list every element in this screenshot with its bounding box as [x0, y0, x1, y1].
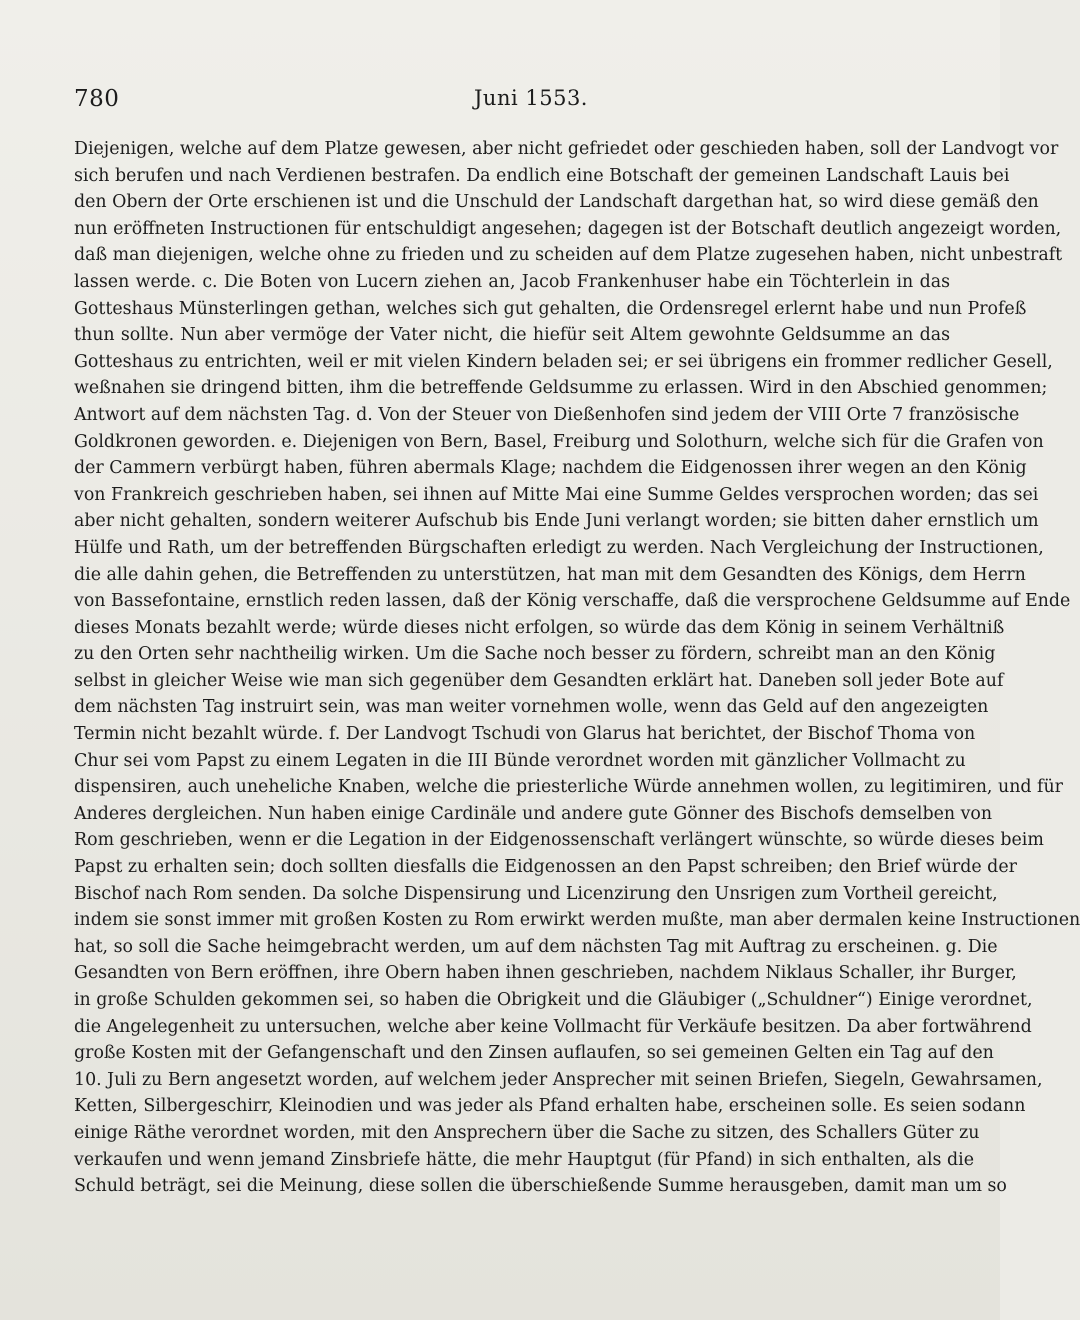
body-text	[74, 136, 1080, 1200]
text-line: selbst in gleicher Weise wie man sich gegenüber dem Gesandten erklärt hat. Daneben soll jeder Bote auf	[74, 670, 1004, 691]
text-line: in große Schulden gekommen sei, so haben die Obrigkeit und die Gläubiger („Schuldner“) Einige verordnet,	[74, 990, 1033, 1010]
running-head: Juni 1553.	[474, 86, 588, 110]
text-line: indem sie sonst immer mit großen Kosten zu Rom erwirkt werden mußte, man aber dermalen keine Instructionen	[74, 910, 1080, 931]
text-line: verkaufen und wenn jemand Zinsbriefe hätte, die mehr Hauptgut (für Pfand) in sich enthalten, als die	[74, 1149, 974, 1170]
text-line: nun eröffneten Instructionen für entschuldigt angesehen; dagegen ist der Botschaft deutlich angezeigt worden,	[74, 218, 1062, 239]
text-line: die Angelegenheit zu untersuchen, welche aber keine Vollmacht für Verkäufe besitzen. Da aber fortwährend	[74, 1016, 1032, 1037]
text-line: weßnahen sie dringend bitten, ihm die betreffende Geldsumme zu erlassen. Wird in den Abschied genommen;	[74, 378, 1048, 399]
text-line: lassen werde. c. Die Boten von Lucern ziehen an, Jacob Frankenhuser habe ein Töchterlein in das	[74, 271, 950, 292]
text-line: Gotteshaus zu entrichten, weil er mit vielen Kindern beladen sei; er sei übrigens ein frommer redlicher Gesell,	[74, 351, 1053, 372]
text-line: 10. Juli zu Bern angesetzt worden, auf welchem jeder Ansprecher mit seinen Briefen, Siegeln, Gewahrsamen,	[74, 1069, 1043, 1090]
text-line: Papst zu erhalten sein; doch sollten diesfalls die Eidgenossen an den Papst schreiben; den Brief würde der	[74, 857, 1017, 878]
text-line: sich berufen und nach Verdienen bestrafen. Da endlich eine Botschaft der gemeinen Landschaft Lauis bei	[74, 165, 1010, 186]
text-line: Termin nicht bezahlt würde. f. Der Landvogt Tschudi von Glarus hat berichtet, der Bischof Thoma von	[74, 724, 976, 745]
text-line: die alle dahin gehen, die Betreffenden zu unterstützen, hat man mit dem Gesandten des Königs, dem Herrn	[74, 564, 1026, 585]
text-line: Goldkronen geworden. e. Diejenigen von Bern, Basel, Freiburg und Solothurn, welche sich für die Grafen von	[74, 431, 1044, 452]
text-line: Chur sei vom Papst zu einem Legaten in die III Bünde verordnet worden mit gänzlicher Vollmacht zu	[74, 750, 966, 771]
text-line: Schuld beträgt, sei die Meinung, diese sollen die überschießende Summe herausgeben, damit man um so	[74, 1176, 1007, 1197]
text-line: der Cammern verbürgt haben, führen abermals Klage; nachdem die Eidgenossen ihrer wegen an den König	[74, 458, 1027, 479]
text-line: Hülfe und Rath, um der betreffenden Bürgschaften erledigt zu werden. Nach Vergleichung der Instructionen,	[74, 537, 1044, 558]
text-line: zu den Orten sehr nachtheilig wirken. Um die Sache noch besser zu fördern, schreibt man an den König	[74, 644, 996, 665]
text-line: daß man diejenigen, welche ohne zu frieden und zu scheiden auf dem Platze zugesehen haben, nicht unbestraft	[74, 245, 1063, 266]
text-line: Anderes dergleichen. Nun haben einige Cardinäle und andere gute Gönner des Bischofs demselben von	[74, 803, 993, 824]
text-line: Gotteshaus Münsterlingen gethan, welches sich gut gehalten, die Ordensregel erlernt habe und nun Profeß	[74, 298, 1027, 319]
text-line: einige Räthe verordnet worden, mit den Ansprechern über die Sache zu sitzen, des Schallers Güter zu	[74, 1122, 980, 1143]
text-line: hat, so soll die Sache heimgebracht werden, um auf dem nächsten Tag mit Auftrag zu erscheinen. g. Die	[74, 936, 998, 957]
text-line: Diejenigen, welche auf dem Platze gewesen, aber nicht gefriedet oder geschieden haben, soll der Landvogt vor	[74, 139, 1059, 159]
text-line: Bischof nach Rom senden. Da solche Dispensirung und Licenzirung den Unsrigen zum Vortheil gereicht,	[74, 883, 998, 904]
text-line: dem nächsten Tag instruirt sein, was man weiter vornehmen wolle, wenn das Geld auf den angezeigten	[74, 697, 989, 718]
text-line: Gesandten von Bern eröffnen, ihre Obern haben ihnen geschrieben, nachdem Niklaus Schaller, ihr Burger,	[74, 963, 1017, 984]
text-line: von Bassefontaine, ernstlich reden lassen, daß der König verschaffe, daß die versprochene Geldsumme auf Ende	[74, 591, 1071, 612]
text-line: dispensiren, auch uneheliche Knaben, welche die priesterliche Würde annehmen wollen, zu legitimiren, und für	[74, 777, 1063, 798]
text-line: von Frankreich geschrieben haben, sei ihnen auf Mitte Mai eine Summe Geldes versprochen worden; das sei	[74, 484, 1039, 505]
page-number: 780	[74, 86, 120, 112]
text-line: aber nicht gehalten, sondern weiterer Aufschub bis Ende Juni verlangt worden; sie bitten daher ernstlich um	[74, 511, 1039, 532]
text-line: Antwort auf dem nächsten Tag. d. Von der Steuer von Dießenhofen sind jedem der VIII Orte 7 französische	[74, 404, 1020, 425]
text-line: Rom geschrieben, wenn er die Legation in der Eidgenossenschaft verlängert wünschte, so würde dieses beim	[74, 830, 1044, 851]
page-header	[74, 86, 944, 122]
text-line: den Obern der Orte erschienen ist und die Unschuld der Landschaft dargethan hat, so wird diese gemäß den	[74, 192, 1039, 213]
text-line: Ketten, Silbergeschirr, Kleinodien und was jeder als Pfand erhalten habe, erscheinen solle. Es seien sodann	[74, 1096, 1026, 1117]
text-line: dieses Monats bezahlt werde; würde dieses nicht erfolgen, so würde das dem König in seinem Verhältniß	[74, 617, 1005, 638]
text-line: große Kosten mit der Gefangenschaft und den Zinsen auflaufen, so sei gemeinen Gelten ein Tag auf den	[74, 1043, 994, 1064]
text-line: thun sollte. Nun aber vermöge der Vater nicht, die hiefür seit Altem gewohnte Geldsumme an das	[74, 325, 950, 346]
